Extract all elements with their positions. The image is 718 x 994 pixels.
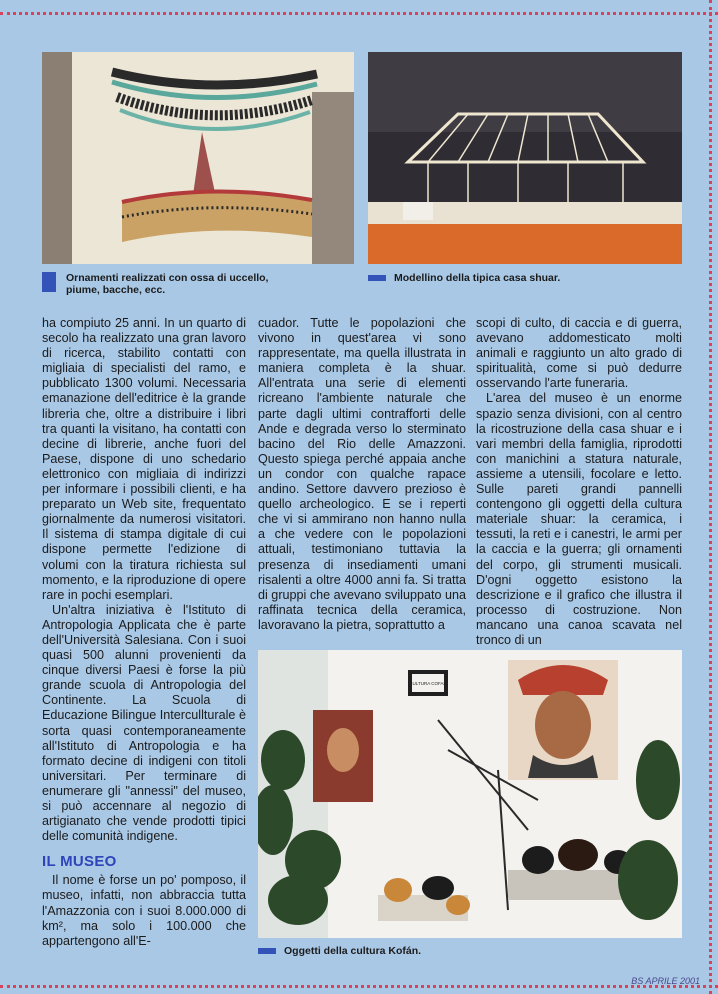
caption-marker <box>368 275 386 281</box>
right-dotted-border <box>709 0 712 994</box>
text-column-1 <box>42 316 246 949</box>
top-dotted-border <box>0 12 718 15</box>
section-heading: IL MUSEO <box>42 853 117 871</box>
kofan-sign-text: CULTURA COFAN <box>409 681 447 686</box>
paragraph: cuador. Tutte le popolazioni che vivono in quest'area vi sono rappresentate, ma quella illustrata in maniera completa è la shuar. All'entrata una serie di elementi ricreano l'ambiente naturale che parte dagli ultimi contrafforti delle Ande e degrada verso lo sterminato bacino del Rio delle Amazzoni. Questo spiega perché appaia anche un condor con qualche rapace andino. Settore davvero prezioso è quello archeologico. E se i reperti che vi si ammirano non hanno nulla a che vedere con le popolazioni attuali, testimoniano tuttavia la presenza di insediamenti umani risalenti a oltre 4000 anni fa. Si tratta di gruppi che avevano sviluppato una raffinata tecnica della ceramica, lavoravano la pietra, soprattutto a <box>258 316 466 632</box>
house-model-illustration <box>368 52 682 264</box>
caption-kofan-objects: Oggetti della cultura Kofán. <box>284 945 422 957</box>
paragraph: scopi di culto, di caccia e di guerra, avevano addomesticato molti animali e raggiunto un alto grado di spiritualità, come si può dedurre osservando l'arte funeraria. <box>476 316 682 391</box>
page-footer: BS APRILE 2001 <box>631 976 700 986</box>
paragraph: ha compiuto 25 anni. In un quarto di secolo ha realizzato una gran lavoro di ricerca, stabilito contatti con migliaia di specialisti del ramo, e pubblicato 1300 volumi. Necessaria emanazione dell'editrice è la grande libreria che, oltre a distribuire i libri tra quanti la visitano, ha contatti con decine di librerie, anche fuori del Paese, dispone di uno schedario elettronico con migliaia di indirizzi per informare i possibili clienti, e ha preparato un Web site, frequentato giornalmente da numerosi visitatori. Il sistema di stampa digitale di cui dispone permette l'edizione di volumi con la tiratura richiesta sul momento, e la riproduzione di opere rare in pochi esemplari. <box>42 316 246 602</box>
photo-house-model <box>368 52 682 264</box>
caption-marker <box>258 948 276 954</box>
photo-kofan-objects <box>258 650 682 938</box>
paragraph: L'area del museo è un enorme spazio senza divisioni, con al centro la ricostruzione della casa shuar e i vari membri della famiglia, riprodotti con manichini a statura naturale, assieme a utensili, focolare e letto. Sulle pareti grandi pannelli contengono gli oggetti della cultura materiale shuar: la ceramica, i tessuti, la reti e i canestri, le armi per la caccia e la guerra; gli ornamenti del corpo, gli strumenti musicali. D'ogni oggetto esistono la descrizione e il grafico che illustra il processo di costruzione. Non mancano una canoa scavata nel tronco di un <box>476 391 682 647</box>
photo-ornaments <box>42 52 354 264</box>
text-column-2 <box>258 316 466 633</box>
caption-ornaments: Ornamenti realizzati con ossa di uccello, piume, bacche, ecc. <box>66 272 269 296</box>
caption-marker <box>42 272 56 292</box>
ornaments-illustration <box>42 52 354 264</box>
bottom-dotted-border <box>0 985 718 988</box>
kofan-illustration <box>258 650 682 938</box>
text-column-3 <box>476 316 682 648</box>
caption-house-model: Modellino della tipica casa shuar. <box>394 272 561 284</box>
paragraph: Un'altra iniziativa è l'Istituto di Antropologia Applicata che è parte dell'Università Salesiana. Con i suoi quasi 500 alunni provenienti da cinque diversi Paesi è forse la più grande scuola di Antropologia del Continente. La Scuola di Educazione Bilingue Intercullturale è sorta quasi contemporaneamente all'Istituto di Antropologia e ha formato decine di indigeni con titoli universitari. Per terminare di enumerare gli "annessi" del museo, si può accennare al negozio di artigianato che vende prodotti tipici delle comunità indigene. <box>42 602 246 844</box>
paragraph: Il nome è forse un po' pomposo, il museo, infatti, non abbraccia tutta l'Amazzonia con i suoi 8.000.000 di km², ma solo i 100.000 che appartengono all'E- <box>42 873 246 948</box>
